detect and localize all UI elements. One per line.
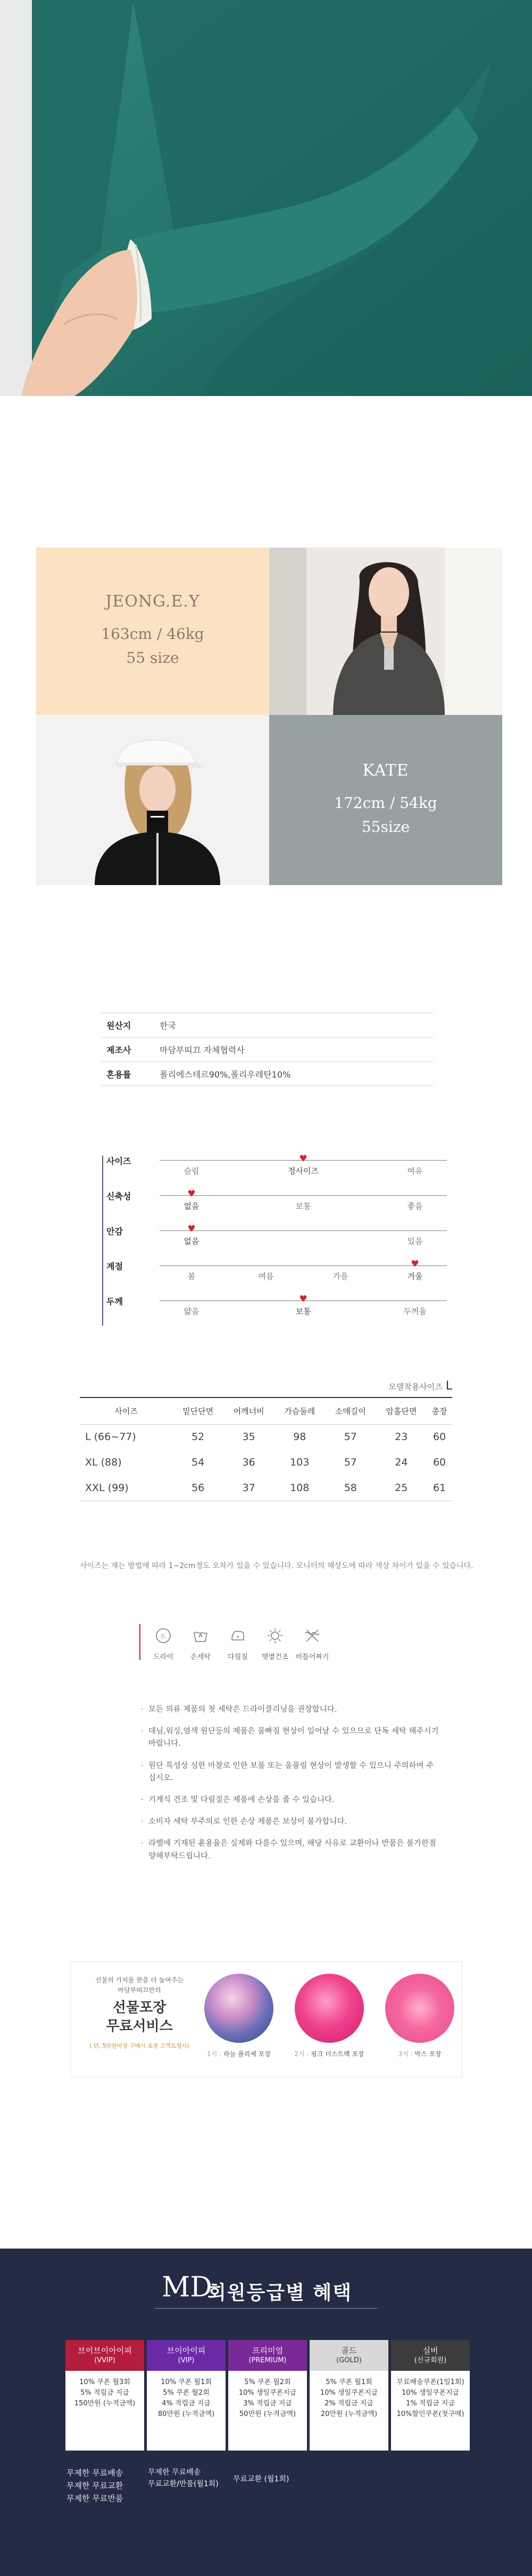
gift-option-1[interactable]: 1지 : 하늘 플리제 포장 <box>199 1974 279 2058</box>
info-row <box>101 1013 434 1037</box>
rating-option: 여유 <box>407 1166 423 1176</box>
care-item-iron: 다림질 <box>219 1627 256 1669</box>
tier-name: 실버 <box>422 2346 438 2356</box>
gift-text: 선물의 가치를 한층 더 높여주는 마담부띠끄만의 선물포장 무료서비스 ( 단, 5만원이상 구매시 포장 고객요청시) <box>76 1975 203 2050</box>
size-cell: 35 <box>242 1431 255 1443</box>
model-size-value: L <box>445 1379 452 1393</box>
tier-name: 브이아이피 <box>167 2346 206 2356</box>
tier-card <box>391 2340 470 2451</box>
size-header: 밑단단면 <box>172 1398 223 1424</box>
size-cell: L (66~77) <box>85 1431 136 1443</box>
perks-col-2: 무제한 무료배송 무료교환/반품(월1회) <box>148 2468 219 2489</box>
size-note: 사이즈는 재는 방법에 따라 1~2cm정도 오차가 있을 수 있습니다. 모니터의 해상도에 따라 색상 차이가 있을 수 있습니다. <box>80 1562 473 1570</box>
size-cell: 58 <box>325 1475 376 1501</box>
title-underline <box>154 2308 378 2309</box>
svg-text:MD: MD <box>162 2271 212 2303</box>
care-notes <box>141 1704 439 1872</box>
rating-line <box>160 1195 447 1196</box>
tier-header <box>310 2340 388 2371</box>
table-row <box>80 1475 452 1501</box>
sun-dry-icon <box>266 1627 284 1645</box>
size-cell: 52 <box>192 1431 205 1443</box>
care-note: · 데님,워싱,염색 원단등의 제품은 물빠짐 현상이 일어날 수 있으므로 단독 세탁 해주시기 바랍니다. <box>141 1725 439 1750</box>
dry-clean-icon <box>154 1627 172 1645</box>
tier-header <box>228 2340 307 2371</box>
care-item-wring: 비틀어짜기 <box>294 1627 331 1669</box>
tier-benefits <box>147 2371 226 2451</box>
rating-row <box>90 1148 452 1184</box>
info-value: 폴리에스테르90%,폴리우레탄10% <box>160 1069 291 1080</box>
size-cell: 57 <box>344 1457 357 1468</box>
care-accent-line <box>139 1624 140 1660</box>
md-logo <box>159 2264 212 2312</box>
size-cell: 36 <box>242 1457 255 1468</box>
heart-icon: ♥ <box>411 1259 419 1269</box>
product-info-table <box>101 1013 434 1086</box>
size-cell: 61 <box>427 1475 452 1501</box>
tier-benefit: 5% 쿠폰 월2회 <box>244 2378 291 2386</box>
care-item-dry: 드 드라이 <box>145 1627 182 1669</box>
size-cell: 108 <box>274 1475 325 1501</box>
rating-option: 얇음 <box>184 1307 200 1316</box>
rating-label: 사이즈 <box>106 1156 131 1166</box>
size-cell: 24 <box>395 1457 408 1468</box>
care-note: · 원단 특성상 심한 마찰로 인한 보풀 또는 올풀림 현상이 발생할 수 있으니 주의하여 주십시오. <box>141 1760 439 1784</box>
rating-label: 신축성 <box>106 1191 131 1201</box>
rating-option: 보통 <box>295 1307 311 1316</box>
gift-wrap-banner <box>71 1962 462 2077</box>
info-value: 마담부띠끄 자체협력사 <box>160 1045 245 1055</box>
care-note: · 기계식 건조 및 다림질은 제품에 손상을 줄 수 있습니다. <box>141 1794 439 1806</box>
size-table <box>80 1397 452 1501</box>
info-value: 한국 <box>160 1021 176 1031</box>
rating-option: 여름 <box>258 1272 274 1281</box>
tier-benefit: 1% 적립금 지급 <box>406 2400 455 2408</box>
rating-label: 계절 <box>106 1261 123 1272</box>
rating-option: 보통 <box>295 1201 311 1211</box>
care-item-sundry: 햇볕건조 <box>256 1627 294 1669</box>
perks-col-3: 무료교환 (월1회) <box>233 2475 289 2484</box>
size-cell: 60 <box>433 1457 446 1468</box>
size-cell: 25 <box>376 1475 427 1501</box>
rating-option: 슬림 <box>184 1166 200 1176</box>
hand-wash-icon <box>192 1627 210 1645</box>
svg-text:드: 드 <box>160 1633 167 1640</box>
heart-icon: ♥ <box>299 1154 307 1164</box>
tier-name-en: (VIP) <box>178 2356 195 2365</box>
tier-card <box>228 2340 307 2451</box>
care-note: · 라벨에 기재된 훈용율은 실제와 다를수 있으며, 해당 사유로 교환이나 반품은 불가한점 양해부탁드립니다. <box>141 1838 439 1862</box>
model1-panel <box>36 548 269 715</box>
gift-title: 선물포장 무료서비스 <box>106 2000 173 2035</box>
no-wring-icon <box>303 1627 321 1645</box>
tier-name-en: (신규회원) <box>414 2356 447 2365</box>
tier-benefit: 10% 쿠폰 월3회 <box>79 2378 130 2386</box>
tier-header <box>65 2340 144 2371</box>
table-row <box>80 1450 452 1475</box>
tier-benefit: 4% 적립금 지급 <box>162 2400 211 2408</box>
sky-pleats-wrap-image <box>204 1974 273 2043</box>
rating-option: 있음 <box>407 1236 423 1246</box>
tier-benefit: 5% 쿠폰 월2회 <box>163 2389 210 2397</box>
rating-option: 없음 <box>184 1201 200 1211</box>
size-header: 어깨너비 <box>223 1398 275 1424</box>
rating-row <box>90 1253 452 1290</box>
size-cell: 37 <box>223 1475 275 1501</box>
membership-title: 회원등급별 혜택 <box>207 2282 352 2304</box>
info-key: 제조사 <box>106 1045 131 1055</box>
rating-option: 겨울 <box>407 1272 423 1281</box>
care-note: · 소비자 세탁 부주의로 인한 손상 제품은 보상이 불가합니다. <box>141 1816 439 1828</box>
rating-row <box>90 1289 452 1325</box>
model2-name: KATE <box>362 761 409 780</box>
tier-header <box>147 2340 226 2371</box>
tier-benefit: 10% 생일쿠폰지급 <box>401 2389 460 2397</box>
tier-benefits <box>310 2371 388 2451</box>
rating-label: 안감 <box>106 1226 123 1236</box>
tier-benefit: 20만원 (누적금액) <box>320 2410 378 2419</box>
tier-name: 브이브이아이피 <box>78 2346 132 2356</box>
size-cell: 23 <box>395 1431 408 1443</box>
tier-benefit: 2% 적립금 지급 <box>325 2400 373 2408</box>
tier-name-en: (VVIP) <box>94 2356 115 2365</box>
care-note: · 모든 의류 제품의 첫 세탁은 드라이클리닝을 권장합니다. <box>141 1704 439 1716</box>
gift-option-2[interactable]: 2지 : 핑크 더스트백 포장 <box>289 1974 369 2058</box>
tier-benefit: 10% 생일쿠폰지급 <box>320 2389 378 2397</box>
rating-row <box>90 1218 452 1255</box>
model2-height-weight: 172cm / 54kg <box>334 794 437 812</box>
care-item-handwash: 손세탁 <box>182 1627 219 1669</box>
size-cell: 57 <box>344 1431 357 1443</box>
tier-benefit: 5% 적립금 지급 <box>80 2389 129 2397</box>
tier-benefits <box>228 2371 307 2451</box>
model2-panel <box>269 715 502 885</box>
tier-benefit: 3% 적립금 지급 <box>243 2400 292 2408</box>
rating-option: 두꺼움 <box>403 1307 427 1316</box>
gift-option-3[interactable]: 3지 : 박스 포장 <box>380 1974 460 2058</box>
hero-photo <box>0 0 532 396</box>
model1-size: 55 size <box>126 649 179 667</box>
care-icons <box>145 1627 379 1669</box>
rating-line <box>160 1265 447 1266</box>
size-header: 가슴둘레 <box>274 1398 325 1424</box>
size-header: 암홀단면 <box>376 1398 427 1424</box>
tier-card <box>147 2340 226 2451</box>
rating-option: 봄 <box>187 1272 196 1281</box>
size-cell: 98 <box>293 1431 306 1443</box>
tier-benefit: 10% 생일쿠폰지급 <box>238 2389 297 2397</box>
info-key: 혼용률 <box>106 1069 131 1080</box>
heart-icon: ♥ <box>187 1189 196 1199</box>
table-row <box>80 1424 452 1450</box>
tier-card <box>310 2340 388 2451</box>
size-cell: 60 <box>433 1431 446 1443</box>
membership-section <box>0 2249 532 2576</box>
size-header: 소매길이 <box>325 1398 376 1424</box>
tier-benefits <box>65 2371 144 2451</box>
model-size-label: 모델착용사이즈 L <box>388 1379 452 1393</box>
model2-size: 55size <box>361 818 410 836</box>
size-chart <box>80 1379 452 1501</box>
tier-name-en: (PREMIUM) <box>248 2356 287 2365</box>
tier-name: 프리미엄 <box>252 2346 283 2356</box>
rating-option: 좋음 <box>407 1201 423 1211</box>
model2-photo <box>36 715 269 885</box>
rating-option: 가을 <box>332 1272 348 1281</box>
rating-label: 두께 <box>106 1297 123 1307</box>
box-wrap-image <box>385 1974 454 2043</box>
tier-name-en: (GOLD) <box>336 2356 362 2365</box>
model1-photo <box>269 548 502 715</box>
fit-ratings <box>90 1148 452 1329</box>
perks-col-1: 무제한 무료배송 무제한 무료교환 무제한 무료반품 <box>66 2468 123 2503</box>
size-cell: XL (88) <box>85 1457 122 1468</box>
size-cell: 54 <box>192 1457 205 1468</box>
tier-benefit: 5% 쿠폰 월1회 <box>326 2378 372 2386</box>
info-row <box>101 1062 434 1086</box>
rating-option: 없음 <box>184 1236 200 1246</box>
size-header: 사이즈 <box>80 1398 172 1424</box>
sleeve-illustration <box>0 0 532 396</box>
rating-option: 정사이즈 <box>288 1166 319 1176</box>
heart-icon: ♥ <box>187 1224 196 1234</box>
size-cell: 103 <box>290 1457 310 1468</box>
rating-row <box>90 1183 452 1219</box>
pink-dustbag-image <box>295 1974 364 2043</box>
tier-name: 골드 <box>341 2346 357 2356</box>
tier-benefit: 10%할인쿠폰(첫구매) <box>396 2410 464 2419</box>
heart-icon: ♥ <box>299 1294 307 1304</box>
size-header: 총장 <box>427 1398 452 1424</box>
size-cell: XXL (99) <box>80 1475 172 1501</box>
tier-benefit: 무료배송쿠폰(1일1회) <box>396 2378 464 2386</box>
tier-benefit: 50만원 (누적금액) <box>239 2410 296 2419</box>
tier-card <box>65 2340 144 2451</box>
tier-header <box>391 2340 470 2371</box>
tier-benefits <box>391 2371 470 2451</box>
model1-name: JEONG.E.Y <box>105 592 200 611</box>
rating-line <box>160 1230 447 1231</box>
size-cell: 56 <box>172 1475 223 1501</box>
tier-benefit: 10% 쿠폰 월1회 <box>161 2378 212 2386</box>
info-row <box>101 1037 434 1062</box>
iron-icon <box>229 1627 247 1645</box>
info-key: 원산지 <box>106 1021 131 1031</box>
tier-benefit: 150만원 (누적금액) <box>74 2400 136 2408</box>
model-section <box>36 548 502 885</box>
tier-benefit: 80만원 (누적금액) <box>157 2410 215 2419</box>
model1-height-weight: 163cm / 46kg <box>101 625 204 643</box>
